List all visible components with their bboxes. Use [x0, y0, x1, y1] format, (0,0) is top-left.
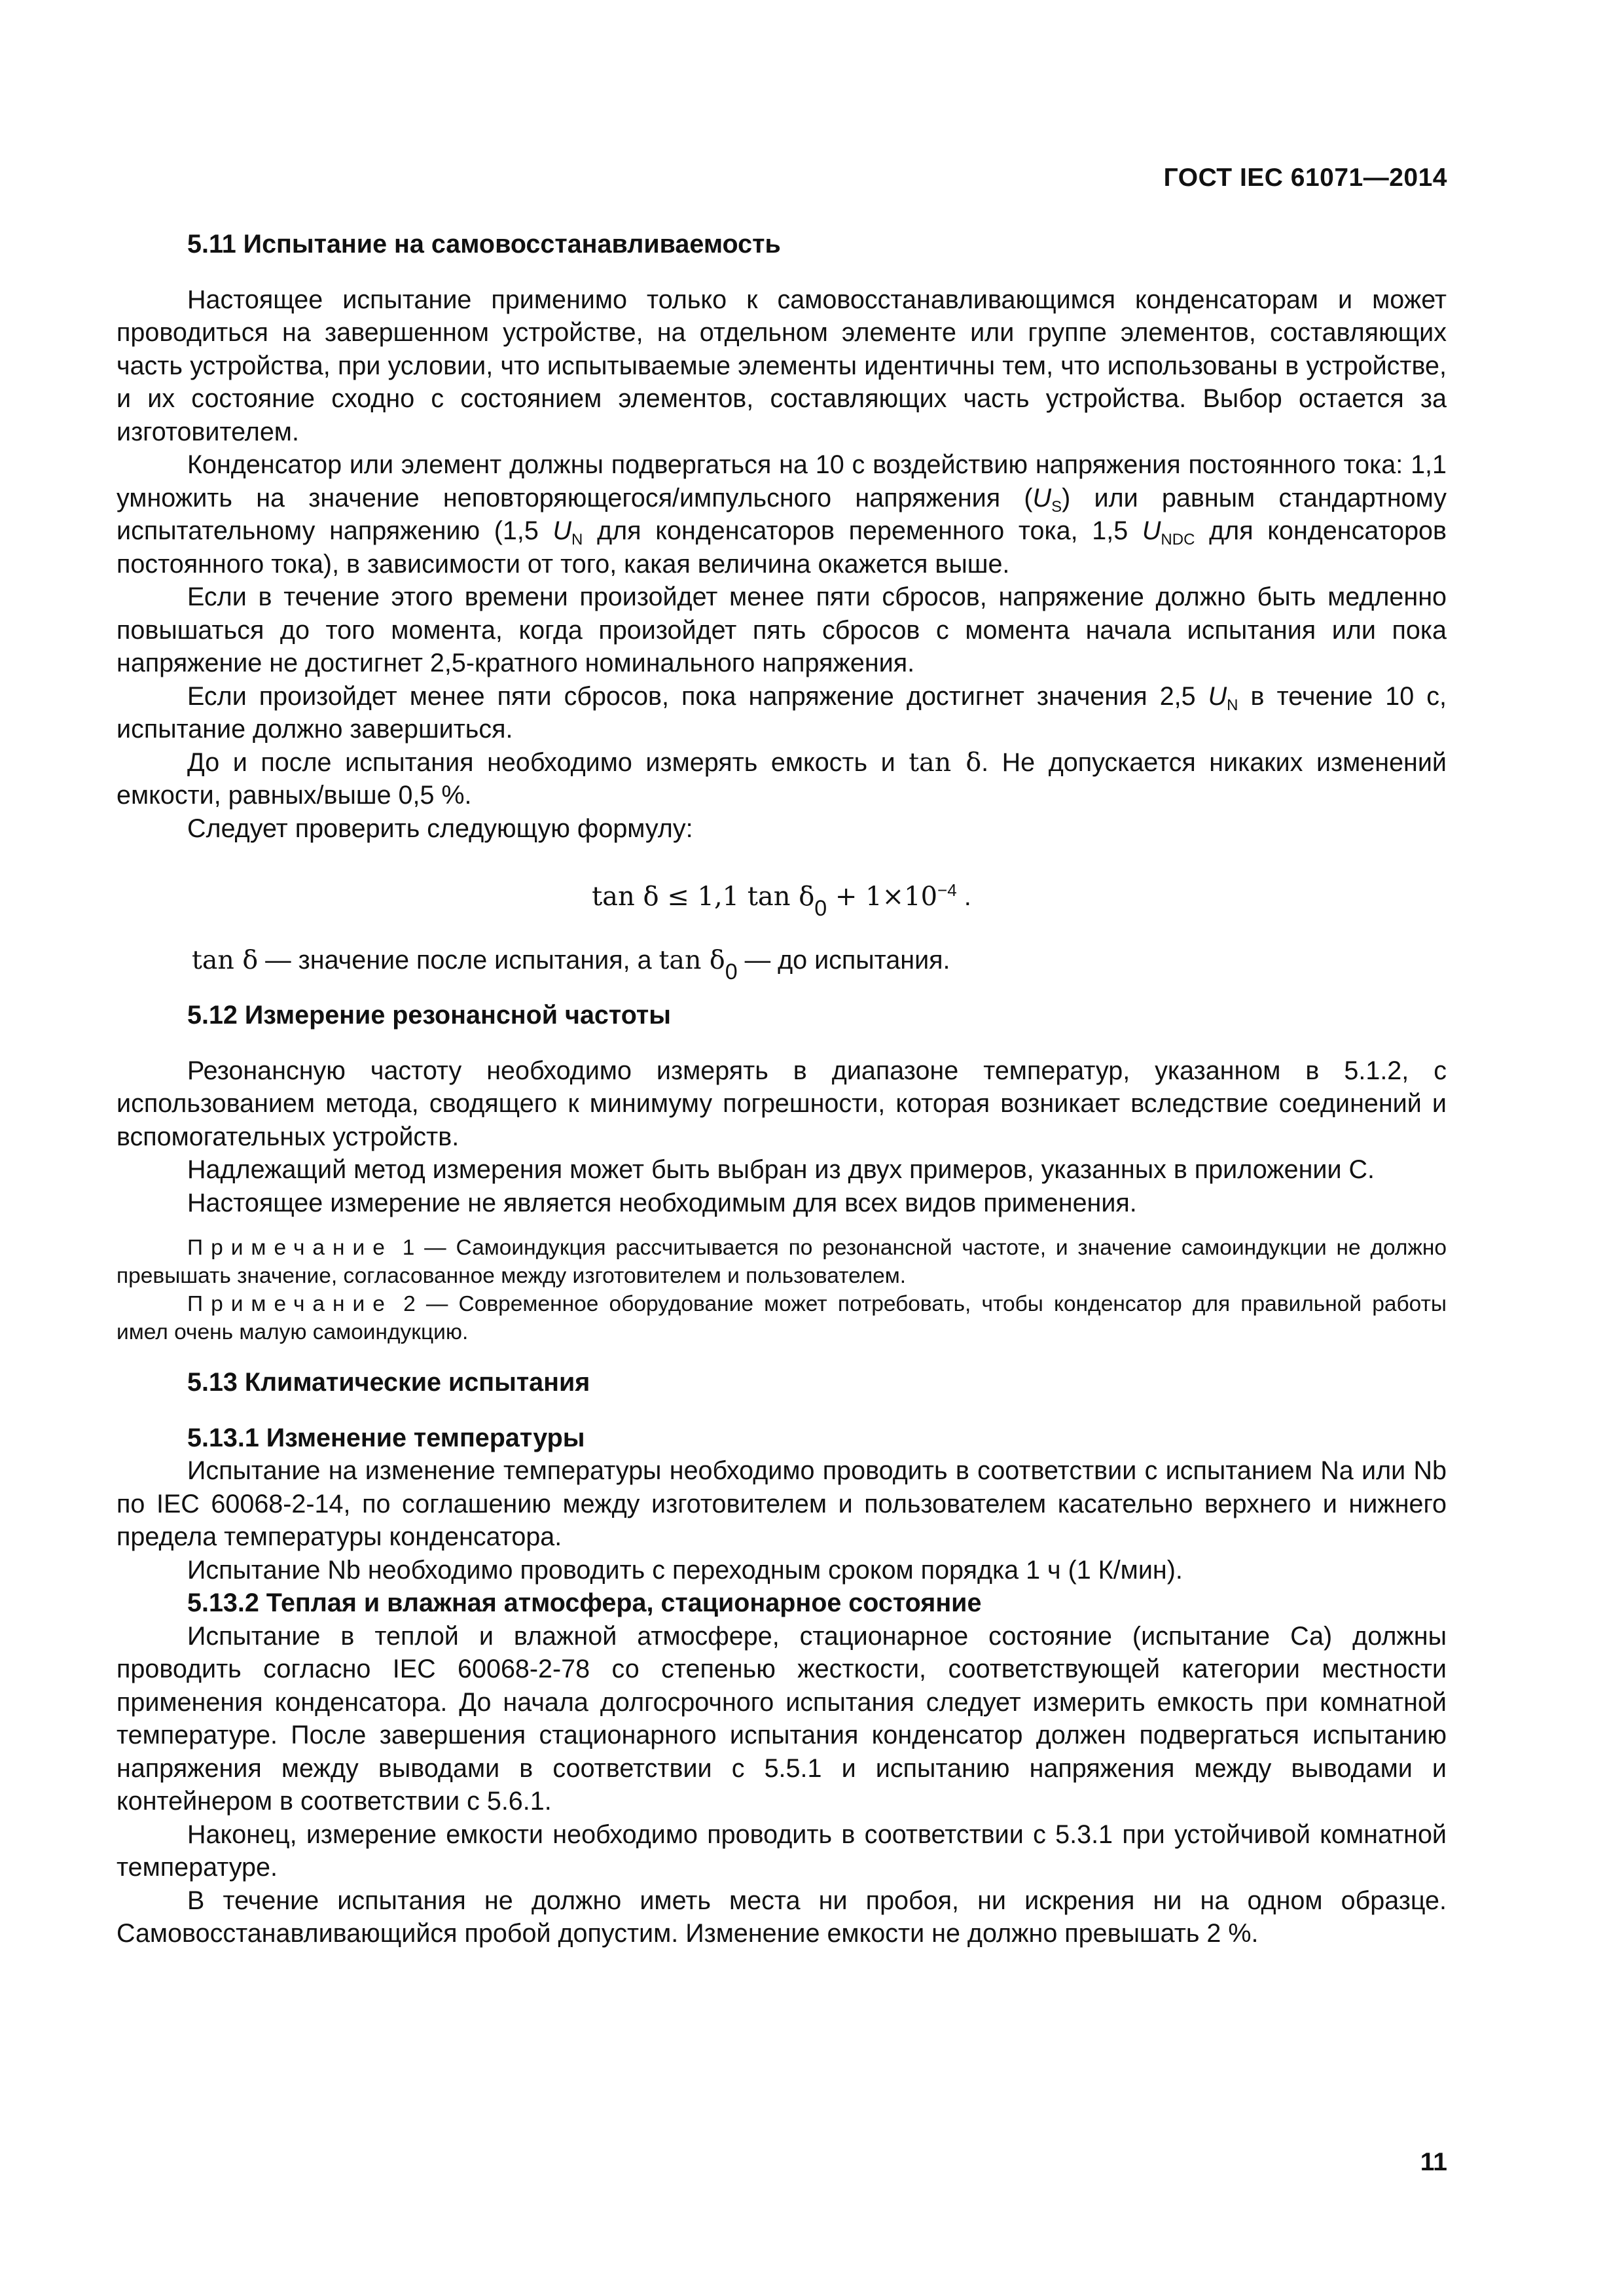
note-2: Примечание 2 — Современное оборудование может потребовать, чтобы конденсатор для правильной работы имел очень малую самоиндукцию.	[117, 1292, 1447, 1344]
paragraph: Настоящее измерение не является необходимым для всех видов применения.	[187, 1188, 1137, 1217]
paragraph: Следует проверить следующую формулу:	[187, 814, 693, 843]
paragraph: Испытание на изменение температуры необходимо проводить в соответствии с испытанием Na или Nb по IEC 60068-2-14, по соглашению между изготовителем и пользователем касательно верхнего и нижнего предела температуры конденсатора.	[117, 1456, 1447, 1551]
document-header: ГОСТ IEC 61071—2014	[1163, 164, 1447, 192]
paragraph: Наконец, измерение емкости необходимо проводить в соответствии с 5.3.1 при устойчивой комнатной температуре.	[117, 1820, 1447, 1882]
paragraph: Если в течение этого времени произойдет менее пяти сбросов, напряжение должно быть медленно повышаться до того момента, когда произойдет пять сбросов с момента начала испытания или пока напряжение не достигнет 2,5-кратного номинального напряжения.	[117, 583, 1447, 677]
paragraph: Резонансную частоту необходимо измерять в диапазоне температур, указанном в 5.1.2, с использованием метода, сводящего к минимуму погрешности, которая возникает вследствие соединений и вспомогательных устройств.	[117, 1056, 1447, 1151]
section-5-11-title: 5.11 Испытание на самовосстанавливаемость	[187, 230, 781, 259]
section-5-13-2-title: 5.13.2 Теплая и влажная атмосфера, стационарное состояние	[187, 1588, 982, 1617]
document-body	[117, 228, 1447, 1950]
paragraph: До и после испытания необходимо измерять емкость и tan δ. Не допускается никаких изменений емкости, равных/выше 0,5 %.	[117, 747, 1447, 810]
page-number: 11	[1420, 2148, 1447, 2176]
paragraph: В течение испытания не должно иметь места ни пробоя, ни искрения ни на одном образце. Самовосстанавливающийся пробой допустим. Изменение емкости не должно превышать 2 %.	[117, 1886, 1447, 1948]
paragraph: Настоящее испытание применимо только к самовосстанавливающимся конденсаторам и может проводиться на завершенном устройстве, на отдельном элементе или группе элементов, составляющих часть устройства, при условии, что испытываемые элементы идентичны тем, что использованы в устройстве, и их состояние сходно с состоянием элементов, составляющих часть устройства. Выбор остается за изготовителем.	[117, 285, 1447, 446]
section-5-13-1-title: 5.13.1 Изменение температуры	[187, 1423, 585, 1452]
paragraph: Конденсатор или элемент должны подвергаться на 10 с воздействию напряжения постоянного тока: 1,1 умножить на значение неповторяющегося/импульсного напряжения $(U_S)$ или равным стандартному испытательному напряжению (1,5 $U_N$ для конденсаторов переменного тока, 1,5 $U_{NDC}$ для конденсаторов постоянного тока), в зависимости от того, какая величина окажется выше.	[117, 450, 1447, 579]
paragraph: Испытание Nb необходимо проводить с переходным сроком порядка 1 ч (1 К/мин).	[187, 1555, 1183, 1585]
section-5-12-title: 5.12 Измерение резонансной частоты	[187, 1001, 671, 1030]
formula: tan δ ≤ 1,1 $\tan \delta_0 + 1\times 10^{-4}$ .	[592, 880, 971, 921]
paragraph: Надлежащий метод измерения может быть выбран из двух примеров, указанных в приложении С.	[187, 1155, 1375, 1184]
note-1: Примечание 1 — Самоиндукция рассчитывается по резонансной частоте, и значение самоиндукции не должно превышать значение, согласованное между изготовителем и пользователем.	[117, 1236, 1447, 1288]
paragraph: Испытание в теплой и влажной атмосфере, стационарное состояние (испытание Са) должны проводить согласно IEC 60068-2-78 со степенью жесткости, соответствующей категории местности применения конденсатора. До начала долгосрочного испытания следует измерить емкость при комнатной температуре. После завершения стационарного испытания конденсатор должен подвергаться испытанию напряжения между выводами в соответствии с 5.5.1 и испытанию напряжения между выводами и контейнером в соответствии с 5.6.1.	[117, 1621, 1447, 1816]
paragraph: Если произойдет менее пяти сбросов, пока напряжение достигнет значения 2,5 $U_N$ в течение 10 с, испытание должно завершиться.	[117, 681, 1447, 744]
section-5-13-title: 5.13 Климатические испытания	[187, 1368, 590, 1397]
formula-definition: tan δ — значение после испытания, а tan δ0 — до испытания.	[192, 944, 950, 984]
